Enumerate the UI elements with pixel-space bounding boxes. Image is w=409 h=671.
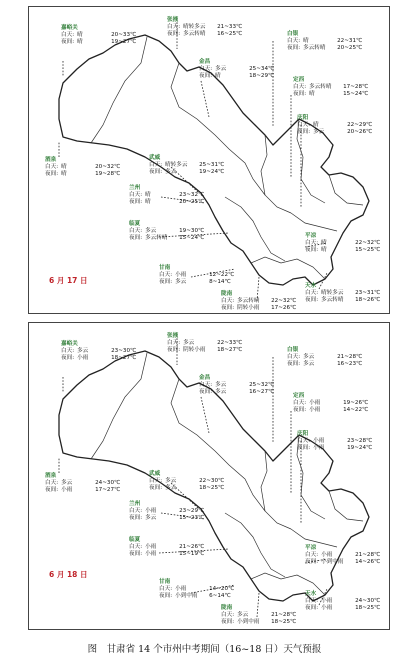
period-label: 白天: — [199, 382, 213, 388]
city-forecast-baiyin — [287, 31, 362, 52]
city-name: 金昌 — [199, 375, 211, 381]
temperature-range: 18~27℃ — [111, 355, 137, 361]
forecast-row — [45, 487, 120, 494]
temperature-range: 22~33℃ — [217, 340, 243, 346]
city-name: 庆阳 — [297, 115, 309, 121]
period-label: 白天: — [167, 340, 181, 346]
city-name: 临夏 — [129, 221, 141, 227]
temperature-range: 21~28℃ — [271, 612, 297, 618]
period-label: 白天: — [129, 508, 143, 514]
city-name: 平凉 — [305, 545, 317, 551]
city-name: 金昌 — [199, 59, 211, 65]
forecast-row — [149, 485, 224, 492]
weather-condition: 多云 — [165, 169, 177, 175]
forecast-row — [297, 438, 372, 445]
forecast-row — [167, 31, 242, 38]
forecast-row — [305, 605, 380, 612]
city-name: 武威 — [149, 471, 161, 477]
prefecture-border — [225, 513, 285, 577]
forecast-row — [305, 598, 380, 605]
weather-condition: 小雨 — [309, 400, 321, 406]
weather-condition: 晴 — [145, 199, 151, 205]
temperature-range: 20~33℃ — [111, 32, 137, 38]
city-forecast-zhangye — [167, 17, 242, 38]
period-label: 夜间: — [305, 559, 319, 565]
period-label: 夜间: — [159, 279, 173, 285]
temperature-range: 24~30℃ — [95, 480, 121, 486]
period-label: 夜间: — [221, 619, 235, 625]
weather-condition: 多云 — [183, 340, 195, 346]
city-name: 甘南 — [159, 579, 171, 585]
period-label: 夜间: — [129, 199, 143, 205]
period-label: 夜间: — [221, 305, 235, 311]
temperature-range: 22~31℃ — [337, 38, 363, 44]
temperature-range: 14~26℃ — [355, 559, 381, 565]
weather-condition: 晴 — [77, 39, 83, 45]
period-label: 白天: — [287, 354, 301, 360]
prefecture-border — [91, 353, 147, 459]
weather-condition: 多云 — [175, 279, 187, 285]
weather-condition: 小雨 — [61, 487, 73, 493]
temperature-range: 15~24℃ — [179, 235, 205, 241]
period-label: 夜间: — [149, 169, 163, 175]
forecast-row — [293, 407, 368, 414]
temperature-range: 21~33℃ — [217, 24, 243, 30]
temperature-range: 25~32℃ — [249, 382, 275, 388]
temperature-range: 18~25℃ — [199, 485, 225, 491]
period-label: 夜间: — [149, 485, 163, 491]
city-forecast-longnan — [221, 605, 296, 626]
weather-condition: 小雨 — [309, 407, 321, 413]
period-label: 白天: — [159, 586, 173, 592]
weather-condition: 晴转多云 — [321, 290, 344, 296]
period-label: 白天: — [159, 272, 173, 278]
temperature-range: 23~30℃ — [111, 348, 137, 354]
temperature-range: 19~27℃ — [111, 39, 137, 45]
forecast-row — [129, 199, 204, 206]
city-forecast-pingliang — [305, 545, 380, 566]
city-name: 天水 — [305, 283, 317, 289]
temperature-range: 21~28℃ — [337, 354, 363, 360]
weather-condition: 多云 — [303, 354, 315, 360]
temperature-range: 19~24℃ — [199, 169, 225, 175]
forecast-row — [61, 348, 136, 355]
temperature-range: 20~25℃ — [337, 45, 363, 51]
period-label: 白天: — [297, 438, 311, 444]
weather-condition: 多云 — [165, 478, 177, 484]
weather-condition: 小到中雨 — [321, 559, 344, 565]
forecast-row — [199, 382, 274, 389]
period-label: 夜间: — [293, 91, 307, 97]
city-forecast-qingyang — [297, 431, 372, 452]
weather-condition: 小雨 — [175, 272, 187, 278]
forecast-row — [305, 297, 380, 304]
temperature-range: 23~28℃ — [347, 438, 373, 444]
city-forecast-jiuquan — [45, 157, 120, 178]
forecast-row — [297, 129, 372, 136]
period-label: 白天: — [45, 480, 59, 486]
city-forecast-linxia — [129, 221, 204, 242]
prefecture-border — [251, 257, 325, 279]
city-forecast-qingyang — [297, 115, 372, 136]
weather-condition: 晴 — [61, 164, 67, 170]
temperature-range: 18~29℃ — [249, 73, 275, 79]
period-label: 白天: — [61, 348, 75, 354]
temperature-range: 20~25℃ — [179, 199, 205, 205]
prefecture-border — [261, 135, 291, 213]
forecast-row — [305, 247, 380, 254]
forecast-row — [129, 235, 204, 242]
city-name: 临夏 — [129, 537, 141, 543]
city-forecast-lanzhou — [129, 185, 204, 206]
city-forecast-lanzhou — [129, 501, 204, 522]
temperature-range: 25~31℃ — [199, 162, 225, 168]
temperature-range: 17~27℃ — [95, 487, 121, 493]
period-label: 夜间: — [129, 235, 143, 241]
period-label: 夜间: — [45, 171, 59, 177]
city-name: 酒泉 — [45, 473, 57, 479]
period-label: 夜间: — [167, 347, 181, 353]
period-label: 夜间: — [45, 487, 59, 493]
temperature-range: 19~26℃ — [343, 400, 369, 406]
forecast-row — [287, 45, 362, 52]
forecast-row — [167, 340, 242, 347]
temperature-range: 21~28℃ — [355, 552, 381, 558]
period-label: 夜间: — [305, 605, 319, 611]
forecast-row — [293, 400, 368, 407]
forecast-row — [45, 164, 120, 171]
city-name: 武威 — [149, 155, 161, 161]
temperature-range: 22~30℃ — [199, 478, 225, 484]
prefecture-border — [225, 197, 285, 261]
temperature-range: 23~31℃ — [355, 290, 381, 296]
weather-condition: 小雨 — [321, 598, 333, 604]
weather-condition: 小雨 — [175, 586, 187, 592]
temperature-range: 18~26℃ — [355, 297, 381, 303]
weather-condition: 小到中雨 — [175, 593, 198, 599]
weather-condition: 晴转多云 — [165, 162, 188, 168]
weather-condition: 多云 — [303, 361, 315, 367]
weather-condition: 多云 — [215, 389, 227, 395]
prefecture-border — [91, 37, 147, 143]
weather-condition: 多云 — [77, 348, 89, 354]
weather-condition: 多云 — [313, 129, 325, 135]
prefecture-border — [329, 175, 363, 205]
city-name: 兰州 — [129, 501, 141, 507]
city-forecast-jiuquan — [45, 473, 120, 494]
city-name: 天水 — [305, 591, 317, 597]
period-label: 夜间: — [199, 389, 213, 395]
weather-condition: 多云 — [61, 480, 73, 486]
weather-condition: 多云转晴 — [303, 45, 326, 51]
city-forecast-jiayuguan — [61, 25, 136, 46]
weather-condition: 晴 — [321, 247, 327, 253]
weather-condition: 多云 — [145, 515, 157, 521]
temperature-range: 15~25℃ — [355, 247, 381, 253]
city-name: 陇南 — [221, 291, 233, 297]
temperature-range: 23~32℃ — [179, 192, 205, 198]
weather-condition: 晴转多云 — [183, 24, 206, 30]
weather-condition: 多云 — [215, 66, 227, 72]
period-label: 夜间: — [167, 31, 181, 37]
temperature-range: 14~20℃ — [209, 586, 235, 592]
period-label: 夜间: — [159, 593, 173, 599]
period-label: 夜间: — [305, 247, 319, 253]
city-forecast-gannan — [159, 579, 234, 600]
weather-condition: 多云 — [165, 485, 177, 491]
weather-condition: 晴 — [77, 32, 83, 38]
temperature-range: 15~23℃ — [179, 515, 205, 521]
temperature-range: 22~32℃ — [355, 240, 381, 246]
weather-condition: 晴 — [61, 171, 67, 177]
city-forecast-dingxi — [293, 77, 368, 98]
forecast-row — [167, 347, 242, 354]
temperature-range: 17~28℃ — [343, 84, 369, 90]
weather-condition: 小雨 — [313, 438, 325, 444]
weather-condition: 晴 — [321, 240, 327, 246]
weather-condition: 多云转晴 — [309, 84, 332, 90]
forecast-row — [159, 586, 234, 593]
temperature-range: 17~26℃ — [271, 305, 297, 311]
forecast-row — [287, 38, 362, 45]
period-label: 夜间: — [129, 551, 143, 557]
weather-condition: 小到中雨 — [237, 619, 260, 625]
city-name: 定西 — [293, 393, 305, 399]
weather-condition: 晴 — [309, 91, 315, 97]
temperature-range: 16~25℃ — [217, 31, 243, 37]
temperature-range: 12~22℃ — [209, 272, 235, 278]
city-forecast-pingliang — [305, 233, 380, 254]
forecast-row — [129, 508, 204, 515]
temperature-range: 6~14℃ — [209, 593, 231, 599]
forecast-row — [221, 612, 296, 619]
period-label: 白天: — [221, 298, 235, 304]
period-label: 白天: — [61, 32, 75, 38]
forecast-row — [159, 593, 234, 600]
forecast-date: 6 月 17 日 — [49, 276, 88, 285]
prefecture-border — [329, 491, 363, 521]
period-label: 白天: — [287, 38, 301, 44]
city-name: 酒泉 — [45, 157, 57, 163]
forecast-row — [293, 84, 368, 91]
city-name: 平凉 — [305, 233, 317, 239]
period-label: 白天: — [221, 612, 235, 618]
forecast-date: 6 月 18 日 — [49, 570, 88, 579]
period-label: 白天: — [305, 598, 319, 604]
city-forecast-tianshui — [305, 591, 380, 612]
weather-condition: 小雨 — [321, 605, 333, 611]
period-label: 白天: — [305, 290, 319, 296]
city-name: 白银 — [287, 31, 299, 37]
period-label: 白天: — [293, 84, 307, 90]
weather-condition: 多云 — [237, 612, 249, 618]
period-label: 白天: — [167, 24, 181, 30]
period-label: 白天: — [199, 66, 213, 72]
period-label: 白天: — [149, 478, 163, 484]
period-label: 夜间: — [305, 297, 319, 303]
temperature-range: 8~14℃ — [209, 279, 231, 285]
forecast-row — [61, 32, 136, 39]
forecast-row — [199, 66, 274, 73]
temperature-range: 15~24℃ — [343, 91, 369, 97]
forecast-row — [45, 171, 120, 178]
figure-caption: 图 甘肃省 14 个市州中考期间（16~18 日）天气预报 — [87, 644, 322, 655]
city-name: 兰州 — [129, 185, 141, 191]
forecast-row — [287, 361, 362, 368]
city-forecast-longnan — [221, 291, 296, 312]
city-forecast-wuwei — [149, 471, 224, 492]
temperature-range: 22~29℃ — [347, 122, 373, 128]
weather-condition: 小雨 — [313, 445, 325, 451]
period-label: 夜间: — [287, 45, 301, 51]
weather-condition: 多云 — [145, 228, 157, 234]
temperature-range: 21~26℃ — [179, 544, 205, 550]
city-name: 陇南 — [221, 605, 233, 611]
forecast-row — [221, 298, 296, 305]
weather-condition: 阴转小雨 — [183, 347, 206, 353]
temperature-range: 16~23℃ — [337, 361, 363, 367]
weather-condition: 多云转晴 — [183, 31, 206, 37]
period-label: 白天: — [149, 162, 163, 168]
period-label: 夜间: — [297, 129, 311, 135]
city-name: 白银 — [287, 347, 299, 353]
forecast-row — [61, 39, 136, 46]
forecast-row — [149, 478, 224, 485]
forecast-row — [149, 169, 224, 176]
weather-condition: 多云转晴 — [321, 297, 344, 303]
city-name: 张掖 — [167, 17, 179, 23]
temperature-range: 23~29℃ — [179, 508, 205, 514]
city-forecast-zhangye — [167, 333, 242, 354]
city-forecast-dingxi — [293, 393, 368, 414]
period-label: 白天: — [305, 552, 319, 558]
forecast-row — [305, 240, 380, 247]
city-name: 庆阳 — [297, 431, 309, 437]
period-label: 白天: — [297, 122, 311, 128]
forecast-row — [129, 551, 204, 558]
city-name: 嘉峪关 — [61, 341, 78, 347]
weather-condition: 晴 — [303, 38, 309, 44]
city-forecast-wuwei — [149, 155, 224, 176]
prefecture-border — [291, 213, 337, 231]
forecast-row — [61, 355, 136, 362]
city-forecast-gannan — [159, 265, 234, 286]
forecast-row — [129, 515, 204, 522]
forecast-row — [297, 445, 372, 452]
city-forecast-jinchang — [199, 375, 274, 396]
city-forecast-jiayuguan — [61, 341, 136, 362]
city-forecast-baiyin — [287, 347, 362, 368]
temperature-range: 18~25℃ — [271, 619, 297, 625]
period-label: 夜间: — [61, 355, 75, 361]
weather-condition: 多云转晴 — [237, 298, 260, 304]
city-name: 定西 — [293, 77, 305, 83]
forecast-row — [129, 544, 204, 551]
forecast-row — [199, 389, 274, 396]
temperature-range: 19~30℃ — [179, 228, 205, 234]
city-forecast-linxia — [129, 537, 204, 558]
period-label: 夜间: — [61, 39, 75, 45]
forecast-row — [149, 162, 224, 169]
weather-condition: 多云转晴 — [145, 235, 168, 241]
city-forecast-tianshui — [305, 283, 380, 304]
temperature-range: 18~25℃ — [355, 605, 381, 611]
period-label: 白天: — [45, 164, 59, 170]
weather-condition: 多云 — [215, 382, 227, 388]
prefecture-border — [261, 451, 291, 529]
period-label: 白天: — [293, 400, 307, 406]
weather-condition: 晴 — [313, 122, 319, 128]
forecast-row — [293, 91, 368, 98]
weather-condition: 小雨 — [321, 552, 333, 558]
forecast-row — [305, 559, 380, 566]
city-name: 嘉峪关 — [61, 25, 78, 31]
forecast-row — [45, 480, 120, 487]
temperature-range: 19~28℃ — [95, 171, 121, 177]
city-forecast-jinchang — [199, 59, 274, 80]
period-label: 夜间: — [293, 407, 307, 413]
period-label: 夜间: — [129, 515, 143, 521]
period-label: 白天: — [305, 240, 319, 246]
weather-condition: 小雨 — [145, 508, 157, 514]
forecast-row — [129, 192, 204, 199]
forecast-row — [221, 305, 296, 312]
temperature-range: 18~27℃ — [217, 347, 243, 353]
weather-condition: 小雨 — [145, 544, 157, 550]
forecast-row — [305, 290, 380, 297]
temperature-range: 20~26℃ — [347, 129, 373, 135]
forecast-map-june-18 — [28, 322, 390, 630]
city-name: 甘南 — [159, 265, 171, 271]
period-label: 白天: — [129, 544, 143, 550]
weather-condition: 晴 — [145, 192, 151, 198]
temperature-range: 16~27℃ — [249, 389, 275, 395]
forecast-map-june-17 — [28, 6, 390, 314]
forecast-row — [167, 24, 242, 31]
period-label: 夜间: — [287, 361, 301, 367]
period-label: 白天: — [129, 192, 143, 198]
period-label: 夜间: — [297, 445, 311, 451]
weather-condition: 小雨 — [145, 551, 157, 557]
weather-condition: 晴 — [215, 73, 221, 79]
forecast-row — [199, 73, 274, 80]
temperature-range: 19~24℃ — [347, 445, 373, 451]
weather-condition: 小雨 — [77, 355, 89, 361]
temperature-range: 15~19℃ — [179, 551, 205, 557]
forecast-row — [159, 272, 234, 279]
weather-condition: 阴转小雨 — [237, 305, 260, 311]
period-label: 白天: — [129, 228, 143, 234]
temperature-range: 24~30℃ — [355, 598, 381, 604]
temperature-range: 14~22℃ — [343, 407, 369, 413]
temperature-range: 22~32℃ — [271, 298, 297, 304]
forecast-row — [221, 619, 296, 626]
city-name: 张掖 — [167, 333, 179, 339]
period-label: 夜间: — [199, 73, 213, 79]
forecast-row — [287, 354, 362, 361]
forecast-row — [159, 279, 234, 286]
temperature-range: 25~34℃ — [249, 66, 275, 72]
forecast-row — [129, 228, 204, 235]
forecast-row — [305, 552, 380, 559]
forecast-row — [297, 122, 372, 129]
temperature-range: 20~32℃ — [95, 164, 121, 170]
